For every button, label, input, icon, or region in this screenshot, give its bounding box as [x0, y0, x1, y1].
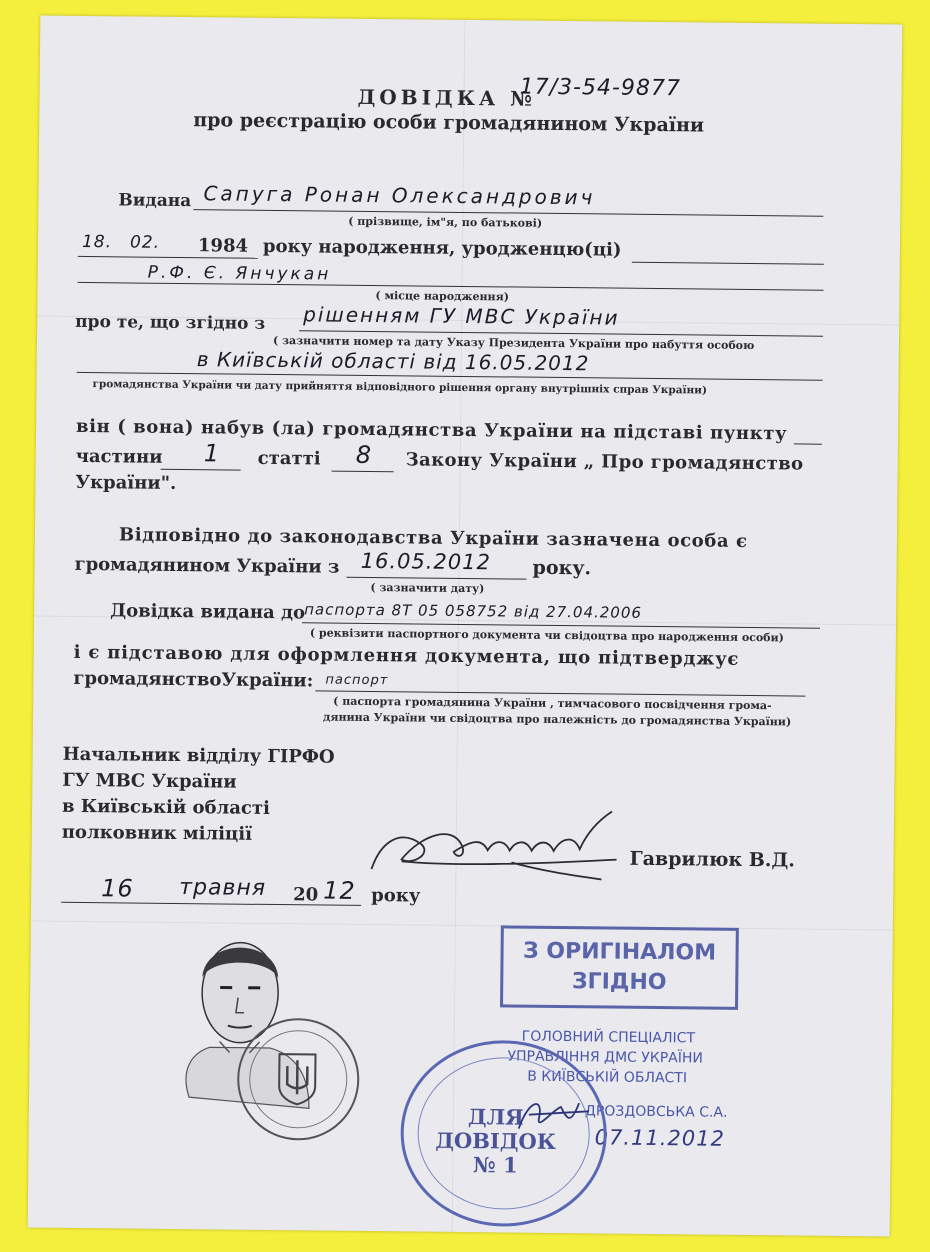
citizenship-date-underline [346, 577, 526, 580]
birthplace-caption: ( місце народження) [375, 289, 510, 304]
name-caption: ( прізвище, ім"я, по батькові) [348, 214, 543, 230]
signer-position-4: полковник міліції [61, 821, 253, 845]
birth-month: 02. [129, 232, 161, 253]
para2-line-1: Відповідно до законодавства України зазначена особа є [118, 524, 748, 552]
body-line-1: він ( вона) набув (ла) громадянства України на підставі пункту [75, 415, 788, 445]
para3-line-1: і є підставою для оформлення документа, що підтверджує [73, 641, 740, 670]
handwritten-signature [361, 799, 632, 892]
signer-position-1: Начальник відділу ГІРФО [62, 743, 335, 768]
signer-name: Гаврилюк В.Д. [629, 847, 796, 872]
part-underline [161, 469, 241, 471]
signer-position-3: в Київській області [61, 795, 270, 819]
basis-value-2: в Київській області від 16.05.2012 [196, 347, 590, 376]
certificate-title: ДОВІДКА № [357, 84, 537, 111]
copy-stamp-line-2: ЗГІДНО [571, 969, 667, 996]
article-value: 8 [355, 440, 373, 470]
para2-line-2: громадянином України з [74, 553, 340, 578]
sign-month: травня [179, 875, 267, 901]
document-type-value: паспорт [325, 672, 389, 689]
date-suffix: року. [532, 556, 592, 580]
official-line-2: УПРАВЛІННЯ ДМС УКРАЇНИ [507, 1048, 704, 1067]
issued-to-label: Довідка видана до [110, 600, 306, 624]
sign-year-prefix: 20 [293, 884, 319, 906]
basis-label: про те, що згідно з [75, 311, 266, 334]
seal-line-1: ДЛЯ [467, 1104, 524, 1130]
sign-year-word: року [371, 885, 421, 907]
para3-line-2: громадянствоУкраїни: [73, 667, 314, 692]
certificate-paper [28, 16, 903, 1237]
point-underline [794, 443, 822, 444]
part-value: 1 [203, 439, 221, 468]
issued-label: Видана [118, 190, 192, 212]
copy-stamp-line-1: З ОРИГІНАЛОМ [522, 938, 717, 966]
official-date: 07.11.2012 [594, 1125, 726, 1151]
date-caption: ( зазначити дату) [370, 581, 485, 596]
basis-value-1: рішенням ГУ МВС України [303, 302, 620, 330]
sign-day: 16 [101, 874, 134, 903]
birth-year: 1984 [197, 235, 249, 257]
certificate-subtitle: про реєстрацію особи громадянином України [193, 109, 705, 137]
birth-text-underline [632, 262, 824, 265]
part-label: частини [75, 445, 163, 468]
certificate-number: 17/3-54-9877 [519, 74, 682, 102]
birthplace-value: Р.Ф. Є. Янчукан [147, 262, 332, 285]
stamp-signature [509, 1088, 600, 1139]
name-value: Сапуга Ронан Олександрович [203, 181, 596, 210]
citizenship-date: 16.05.2012 [360, 548, 492, 575]
article-underline [332, 471, 394, 473]
article-label: статті [257, 447, 321, 470]
birth-day: 18. [81, 231, 113, 253]
trident-icon [275, 1050, 320, 1106]
birth-text: року народження, уродженцю(ці) [262, 235, 622, 261]
law-end: України". [75, 471, 177, 494]
seal-line-2: ДОВІДОК [435, 1127, 557, 1154]
signer-position-2: ГУ МВС України [62, 769, 237, 793]
law-text: Закону України „ Про громадянство [405, 449, 804, 475]
official-line-1: ГОЛОВНИЙ СПЕЦІАЛІСТ [521, 1028, 696, 1047]
doc-caption-2: дянина України чи свідоцтва про належність до громадянства України) [322, 710, 792, 729]
seal-line-3: № 1 [472, 1152, 518, 1178]
basis-caption-1: ( зазначити номер та дату Указу Президента України про набуття особою [272, 333, 755, 353]
official-line-4: ДРОЗДОВСЬКА С.А. [584, 1103, 728, 1121]
issued-to-caption: ( реквізити паспортного документа чи свідоцтва про народження особи) [309, 626, 784, 645]
doc-caption-1: ( паспорта громадянина України , тимчасового посвідчення грома- [333, 694, 772, 713]
sign-year-suffix: 12 [323, 876, 356, 905]
official-line-3: В КИЇВСЬКІЙ ОБЛАСТІ [527, 1068, 688, 1087]
copy-stamp [500, 925, 739, 1009]
basis-caption-2: громадянства України чи дату прийняття відповідного рішення органу внутрішніх справ України) [92, 378, 708, 397]
issued-to-value: паспорта 8Т 05 058752 від 27.04.2006 [304, 600, 643, 622]
photo-seal [237, 1018, 360, 1141]
